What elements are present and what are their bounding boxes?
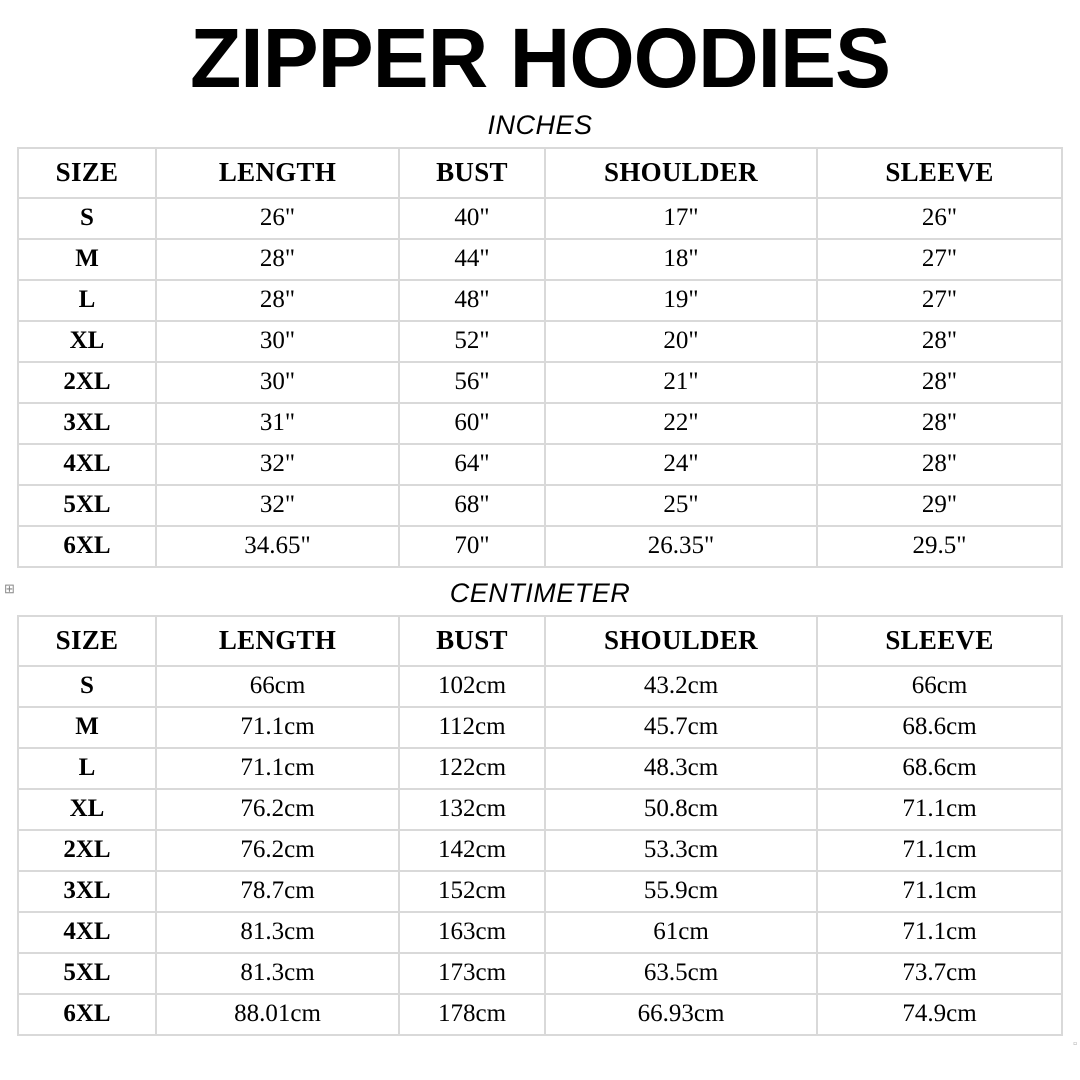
cell-shoulder: 22" — [545, 403, 817, 444]
cell-bust: 60" — [399, 403, 545, 444]
cell-sleeve: 28" — [817, 403, 1062, 444]
cell-size: S — [18, 198, 156, 239]
cell-bust: 132cm — [399, 789, 545, 830]
cell-sleeve: 71.1cm — [817, 830, 1062, 871]
cell-length: 30" — [156, 362, 399, 403]
cell-shoulder: 45.7cm — [545, 707, 817, 748]
cell-size: XL — [18, 321, 156, 362]
table-row — [18, 280, 1062, 321]
table-row — [18, 994, 1062, 1035]
resize-handle-icon[interactable]: ▫ — [1073, 1038, 1077, 1050]
cell-size: S — [18, 666, 156, 707]
cell-sleeve: 66cm — [817, 666, 1062, 707]
cell-bust: 70" — [399, 526, 545, 567]
cell-length: 26" — [156, 198, 399, 239]
cell-sleeve: 71.1cm — [817, 871, 1062, 912]
cell-sleeve: 28" — [817, 362, 1062, 403]
cell-sleeve: 68.6cm — [817, 707, 1062, 748]
cell-shoulder: 61cm — [545, 912, 817, 953]
cell-length: 76.2cm — [156, 789, 399, 830]
cell-sleeve: 26" — [817, 198, 1062, 239]
cell-shoulder: 43.2cm — [545, 666, 817, 707]
cell-size: 6XL — [18, 994, 156, 1035]
cell-bust: 178cm — [399, 994, 545, 1035]
cell-size: M — [18, 239, 156, 280]
cell-size: M — [18, 707, 156, 748]
cell-size: 2XL — [18, 830, 156, 871]
cell-bust: 152cm — [399, 871, 545, 912]
cell-shoulder: 50.8cm — [545, 789, 817, 830]
cell-size: L — [18, 748, 156, 789]
column-header-shoulder: SHOULDER — [545, 616, 817, 666]
cell-size: 4XL — [18, 912, 156, 953]
column-header-length: LENGTH — [156, 148, 399, 198]
cell-bust: 52" — [399, 321, 545, 362]
cell-length: 71.1cm — [156, 748, 399, 789]
cell-shoulder: 63.5cm — [545, 953, 817, 994]
cell-size: 2XL — [18, 362, 156, 403]
cell-sleeve: 73.7cm — [817, 953, 1062, 994]
cell-length: 32" — [156, 444, 399, 485]
column-header-size: SIZE — [18, 616, 156, 666]
cell-bust: 122cm — [399, 748, 545, 789]
cell-shoulder: 24" — [545, 444, 817, 485]
cell-length: 88.01cm — [156, 994, 399, 1035]
cell-bust: 44" — [399, 239, 545, 280]
table-row — [18, 526, 1062, 567]
table-row — [18, 198, 1062, 239]
cell-shoulder: 20" — [545, 321, 817, 362]
cell-shoulder: 18" — [545, 239, 817, 280]
table-row — [18, 362, 1062, 403]
cell-sleeve: 71.1cm — [817, 789, 1062, 830]
table-row — [18, 748, 1062, 789]
cell-shoulder: 26.35" — [545, 526, 817, 567]
column-header-shoulder: SHOULDER — [545, 148, 817, 198]
column-header-bust: BUST — [399, 148, 545, 198]
cell-length: 76.2cm — [156, 830, 399, 871]
cell-length: 32" — [156, 485, 399, 526]
cell-length: 81.3cm — [156, 953, 399, 994]
cell-sleeve: 71.1cm — [817, 912, 1062, 953]
cell-bust: 56" — [399, 362, 545, 403]
cell-shoulder: 55.9cm — [545, 871, 817, 912]
cell-sleeve: 74.9cm — [817, 994, 1062, 1035]
table-handle-icon[interactable]: ⊞ — [4, 581, 15, 596]
inches-section — [0, 110, 1080, 568]
centimeter-section — [0, 578, 1080, 1050]
cell-sleeve: 29.5" — [817, 526, 1062, 567]
column-header-sleeve: SLEEVE — [817, 616, 1062, 666]
cell-bust: 64" — [399, 444, 545, 485]
cell-size: 5XL — [18, 953, 156, 994]
table-row — [18, 666, 1062, 707]
cell-shoulder: 48.3cm — [545, 748, 817, 789]
size-table-inches — [17, 147, 1063, 568]
cell-sleeve: 29" — [817, 485, 1062, 526]
table-row — [18, 403, 1062, 444]
cell-length: 78.7cm — [156, 871, 399, 912]
cell-length: 28" — [156, 280, 399, 321]
cell-size: 4XL — [18, 444, 156, 485]
cell-sleeve: 28" — [817, 321, 1062, 362]
cell-length: 81.3cm — [156, 912, 399, 953]
table-row — [18, 239, 1062, 280]
cell-sleeve: 27" — [817, 239, 1062, 280]
cell-length: 34.65" — [156, 526, 399, 567]
cell-bust: 102cm — [399, 666, 545, 707]
table-row — [18, 789, 1062, 830]
page-title: ZIPPER HOODIES — [189, 11, 891, 105]
cell-sleeve: 27" — [817, 280, 1062, 321]
cell-shoulder: 25" — [545, 485, 817, 526]
cell-bust: 163cm — [399, 912, 545, 953]
size-table-centimeter — [17, 615, 1063, 1036]
cell-bust: 173cm — [399, 953, 545, 994]
table-row — [18, 485, 1062, 526]
table-row — [18, 707, 1062, 748]
cell-length: 30" — [156, 321, 399, 362]
cell-length: 31" — [156, 403, 399, 444]
table-header-row — [18, 616, 1062, 666]
table-row — [18, 444, 1062, 485]
table-row — [18, 953, 1062, 994]
unit-label-centimeter: CENTIMETER — [449, 578, 631, 608]
cell-shoulder: 66.93cm — [545, 994, 817, 1035]
cell-size: 5XL — [18, 485, 156, 526]
table-header-row — [18, 148, 1062, 198]
cell-bust: 48" — [399, 280, 545, 321]
cell-length: 71.1cm — [156, 707, 399, 748]
cell-sleeve: 68.6cm — [817, 748, 1062, 789]
table-row — [18, 321, 1062, 362]
column-header-length: LENGTH — [156, 616, 399, 666]
table-row — [18, 912, 1062, 953]
cell-shoulder: 21" — [545, 362, 817, 403]
cell-sleeve: 28" — [817, 444, 1062, 485]
cell-length: 28" — [156, 239, 399, 280]
column-header-sleeve: SLEEVE — [817, 148, 1062, 198]
cell-bust: 40" — [399, 198, 545, 239]
column-header-size: SIZE — [18, 148, 156, 198]
cell-size: L — [18, 280, 156, 321]
cell-length: 66cm — [156, 666, 399, 707]
cell-size: 3XL — [18, 403, 156, 444]
table-row — [18, 830, 1062, 871]
cell-size: 3XL — [18, 871, 156, 912]
table-row — [18, 871, 1062, 912]
cell-shoulder: 17" — [545, 198, 817, 239]
cell-bust: 68" — [399, 485, 545, 526]
cell-shoulder: 53.3cm — [545, 830, 817, 871]
cell-size: 6XL — [18, 526, 156, 567]
cell-size: XL — [18, 789, 156, 830]
column-header-bust: BUST — [399, 616, 545, 666]
unit-label-inches: INCHES — [487, 110, 593, 140]
cell-bust: 142cm — [399, 830, 545, 871]
cell-bust: 112cm — [399, 707, 545, 748]
cell-shoulder: 19" — [545, 280, 817, 321]
